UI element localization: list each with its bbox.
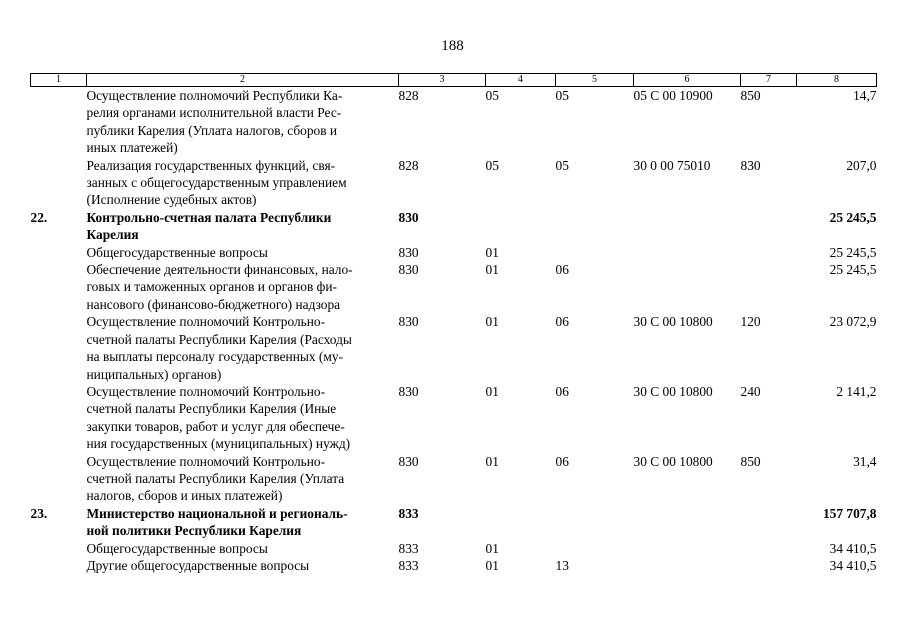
ministry-code: 828 <box>398 88 419 103</box>
column-header-7: 7 <box>741 74 797 87</box>
row-number <box>31 244 87 261</box>
row-number <box>31 87 87 157</box>
row-name: Общегосударственные вопросы <box>86 540 268 556</box>
section-code: 01 <box>485 244 499 260</box>
row-name: Осуществление полномочий Контрольно- счетной палаты Республики Карелия (Иные закупки товаров, работ и услуг для обеспече- ния государственных (муниципальных) нужд) <box>86 383 351 452</box>
amount: 34 410,5 <box>829 557 877 573</box>
table-row <box>31 540 877 557</box>
target-article <box>634 244 741 261</box>
row-name: Осуществление полномочий Контрольно- счетной палаты Республики Карелия (Расходы на выплаты персоналу государственных (му- ниципальных) органов) <box>86 314 352 382</box>
target-article <box>634 505 741 540</box>
subsection-code <box>556 244 634 261</box>
section-code <box>486 209 556 244</box>
column-header-5: 5 <box>556 74 634 87</box>
ministry-code: 833 <box>398 505 419 521</box>
amount: 25 245,5 <box>829 209 877 225</box>
table-row <box>31 87 877 157</box>
expense-type <box>741 209 797 244</box>
target-article: 30 0 00 75010 <box>633 157 711 173</box>
row-number <box>31 261 87 313</box>
row-name: Осуществление полномочий Контрольно- счетной палаты Республики Карелия (Уплата налогов, сборов и иных платежей) <box>86 453 345 504</box>
subsection-code: 06 <box>555 262 569 278</box>
ministry-code: 830 <box>398 383 419 399</box>
section-code: 01 <box>485 453 499 469</box>
row-name: Министерство национальной и региональ- ной политики Республики Карелия <box>86 505 348 539</box>
column-header-1: 1 <box>31 74 87 87</box>
target-article <box>634 557 741 574</box>
table-row <box>31 209 877 244</box>
column-header-6: 6 <box>634 74 741 87</box>
subsection-code <box>556 540 634 557</box>
section-code: 01 <box>485 540 499 556</box>
table-row <box>31 313 877 383</box>
table-body <box>31 87 877 575</box>
amount: 34 410,5 <box>829 540 877 556</box>
target-article <box>634 261 741 313</box>
section-code: 01 <box>485 383 499 399</box>
amount: 25 245,5 <box>829 244 877 260</box>
ministry-code: 830 <box>398 244 419 260</box>
section-code <box>486 505 556 540</box>
expense-type: 850 <box>740 453 761 469</box>
subsection-code: 06 <box>555 383 569 399</box>
target-article <box>634 540 741 557</box>
column-number-header <box>31 74 877 87</box>
table-row <box>31 383 877 453</box>
amount: 23 072,9 <box>829 314 877 330</box>
target-article: 30 С 00 10800 <box>633 314 713 330</box>
row-name: Контрольно-счетная палата Республики Карелия <box>86 209 332 243</box>
ministry-code: 830 <box>398 453 419 469</box>
page-number: 188 <box>441 38 464 54</box>
row-name: Реализация государственных функций, свя- занных с общегосударственным управлением (Исполнение судебных актов) <box>86 157 347 208</box>
section-code: 01 <box>485 262 499 278</box>
amount: 25 245,5 <box>829 262 877 278</box>
ministry-code: 828 <box>398 157 419 173</box>
expense-type: 240 <box>740 383 761 399</box>
amount: 157 707,8 <box>822 505 877 521</box>
ministry-code: 830 <box>398 262 419 278</box>
row-name: Другие общегосударственные вопросы <box>86 557 310 573</box>
column-header-8: 8 <box>797 74 877 87</box>
table-row <box>31 244 877 261</box>
expense-type: 120 <box>740 314 761 330</box>
row-number: 23. <box>30 505 48 521</box>
table-row <box>31 261 877 313</box>
amount: 14,7 <box>853 88 877 103</box>
expense-type: 830 <box>740 157 761 173</box>
row-name: Общегосударственные вопросы <box>86 244 268 260</box>
subsection-code: 13 <box>555 557 569 573</box>
expense-type <box>741 540 797 557</box>
amount: 207,0 <box>846 157 877 173</box>
expense-type <box>741 261 797 313</box>
row-name: Осуществление полномочий Республики Ка- релия органами исполнительной власти Рес- публики Карелия (Уплата налогов, сборов и иных платежей) <box>86 88 343 156</box>
target-article <box>634 209 741 244</box>
expense-type <box>741 244 797 261</box>
column-header-2: 2 <box>87 74 399 87</box>
target-article: 30 С 00 10800 <box>633 383 713 399</box>
ministry-code: 830 <box>398 209 419 225</box>
section-code: 01 <box>485 314 499 330</box>
row-number <box>31 557 87 574</box>
amount: 31,4 <box>853 453 877 469</box>
table-row <box>31 557 877 574</box>
subsection-code: 05 <box>555 157 569 173</box>
section-code: 05 <box>485 88 499 103</box>
row-number <box>31 453 87 505</box>
table-row <box>31 453 877 505</box>
table-row <box>31 505 877 540</box>
amount: 2 141,2 <box>836 383 877 399</box>
row-name: Обеспечение деятельности финансовых, нало- говых и таможенных органов и органов фи- нансового (финансово-бюджетного) надзора <box>86 262 353 312</box>
section-code: 05 <box>485 157 499 173</box>
target-article: 30 С 00 10800 <box>633 453 713 469</box>
section-code: 01 <box>485 557 499 573</box>
row-number <box>31 313 87 383</box>
target-article: 05 С 00 10900 <box>633 88 713 103</box>
table-row <box>31 157 877 209</box>
column-header-4: 4 <box>486 74 556 87</box>
subsection-code: 06 <box>555 314 569 330</box>
expense-type <box>741 557 797 574</box>
column-header-3: 3 <box>399 74 486 87</box>
row-number: 22. <box>30 209 48 225</box>
subsection-code <box>556 505 634 540</box>
subsection-code: 05 <box>555 88 569 103</box>
subsection-code <box>556 209 634 244</box>
subsection-code: 06 <box>555 453 569 469</box>
budget-table <box>30 73 877 574</box>
expense-type <box>741 505 797 540</box>
ministry-code: 833 <box>398 557 419 573</box>
expense-type: 850 <box>740 88 761 103</box>
row-number <box>31 540 87 557</box>
row-number <box>31 157 87 209</box>
ministry-code: 833 <box>398 540 419 556</box>
row-number <box>31 383 87 453</box>
ministry-code: 830 <box>398 314 419 330</box>
